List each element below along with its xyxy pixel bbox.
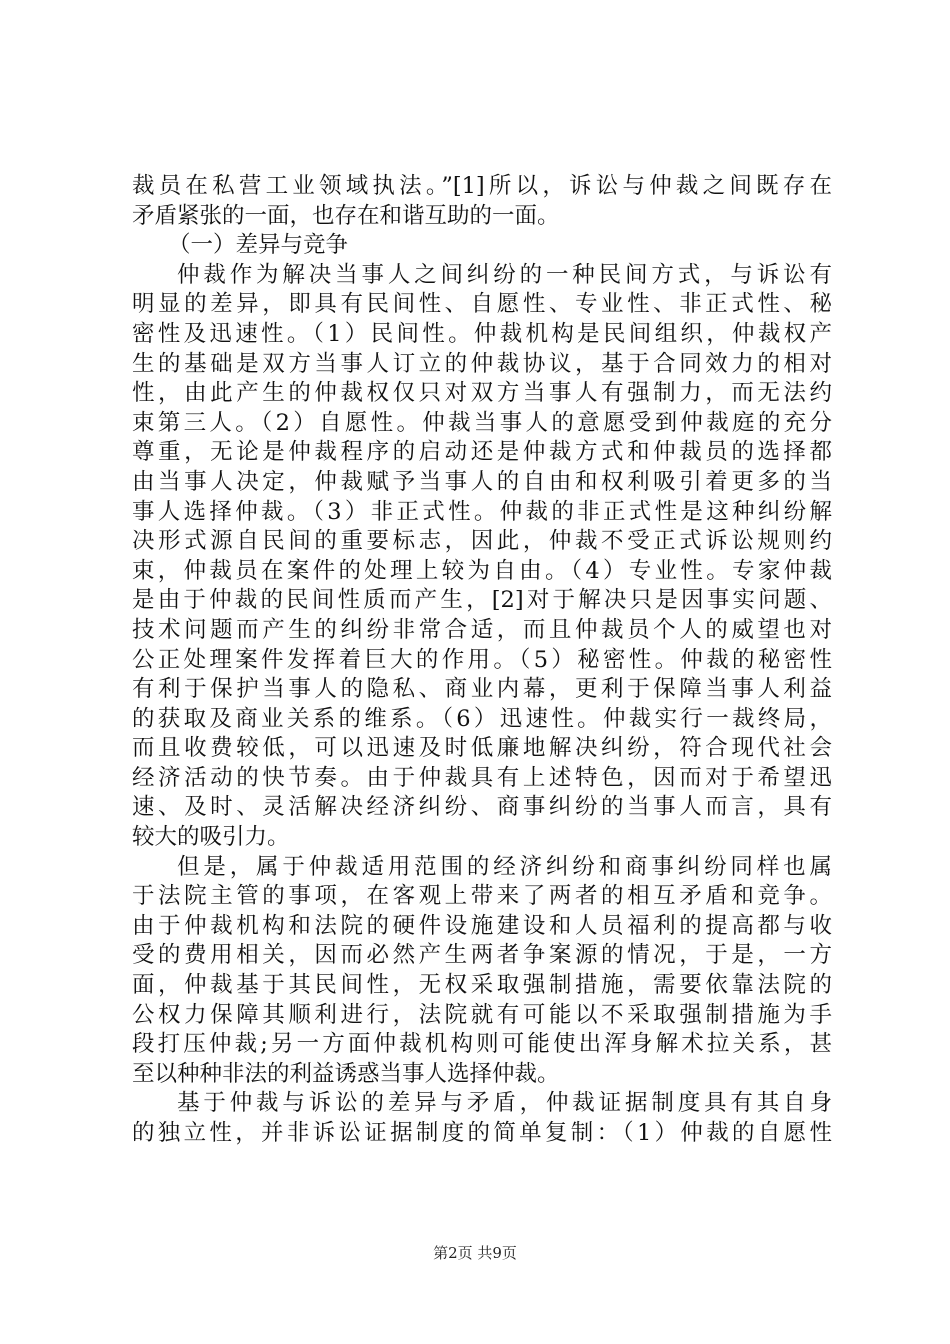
text-line: 基于仲裁与诉讼的差异与矛盾，仲裁证据制度具有其自身 [177,1090,832,1117]
text-line: 事人选择仲裁。（3）非正式性。仲裁的非正式性是这种纠纷解 [132,498,832,525]
text-line: 公权力保障其顺利进行，法院就有可能以不采取强制措施为手 [132,1001,832,1028]
text-line: 较大的吸引力。 [132,824,290,851]
section-heading: （一）差异与竞争 [168,232,349,259]
document-body [132,172,832,1149]
text-line: 明显的差异，即具有民间性、自愿性、专业性、非正式性、秘 [132,291,832,318]
text-line: 速、及时、灵活解决经济纠纷、商事纠纷的当事人而言，具有 [132,794,832,821]
text-line: 的获取及商业关系的维系。（6）迅速性。仲裁实行一裁终局， [132,705,832,732]
page-footer: 第2页 共9页 [433,1244,517,1262]
text-line: 于法院主管的事项，在客观上带来了两者的相互矛盾和竞争。 [132,883,832,910]
text-line: 段打压仲裁;另一方面仲裁机构则可能使出浑身解术拉关系，甚 [132,1031,832,1058]
text-line: 仲裁作为解决当事人之间纠纷的一种民间方式，与诉讼有 [177,261,832,288]
text-line: 是由于仲裁的民间性质而产生，[2]对于解决只是因事实问题、 [132,587,832,614]
text-line: 由当事人决定，仲裁赋予当事人的自由和权利吸引着更多的当 [132,468,832,495]
text-line: 但是，属于仲裁适用范围的经济纠纷和商事纠纷同样也属 [177,853,832,880]
text-line: 而且收费较低，可以迅速及时低廉地解决纠纷，符合现代社会 [132,735,832,762]
text-line: 矛盾紧张的一面，也存在和谐互助的一面。 [132,202,560,229]
text-line: 受的费用相关，因而必然产生两者争案源的情况，于是，一方 [132,942,832,969]
text-line: 束，仲裁员在案件的处理上较为自由。（4）专业性。专家仲裁 [132,557,832,584]
text-line: 经济活动的快节奏。由于仲裁具有上述特色，因而对于希望迅 [132,764,832,791]
text-line: 性，由此产生的仲裁权仅只对双方当事人有强制力，而无法约 [132,380,832,407]
text-line: 决形式源自民间的重要标志，因此，仲裁不受正式诉讼规则约 [132,528,832,555]
text-line: 束第三人。（2）自愿性。仲裁当事人的意愿受到仲裁庭的充分 [132,409,832,436]
text-line: 有利于保护当事人的隐私、商业内幕，更利于保障当事人利益 [132,676,832,703]
text-line: 尊重，无论是仲裁程序的启动还是仲裁方式和仲裁员的选择都 [132,439,832,466]
text-line: 技术问题而产生的纠纷非常合适，而且仲裁员个人的威望也对 [132,616,832,643]
text-line: 的独立性，并非诉讼证据制度的简单复制：（1）仲裁的自愿性 [132,1120,832,1146]
text-line: 密性及迅速性。（1）民间性。仲裁机构是民间组织，仲裁权产 [132,320,832,347]
text-line: 由于仲裁机构和法院的硬件设施建设和人员福利的提高都与收 [132,912,832,939]
text-line: 至以种种非法的利益诱惑当事人选择仲裁。 [132,1060,560,1087]
text-line: 生的基础是双方当事人订立的仲裁协议，基于合同效力的相对 [132,350,832,377]
text-line: 裁员在私营工业领域执法。”[1]所以，诉讼与仲裁之间既存在 [132,173,832,199]
text-line: 面，仲裁基于其民间性，无权采取强制措施，需要依靠法院的 [132,972,832,999]
text-line: 公正处理案件发挥着巨大的作用。（5）秘密性。仲裁的秘密性 [132,646,832,673]
